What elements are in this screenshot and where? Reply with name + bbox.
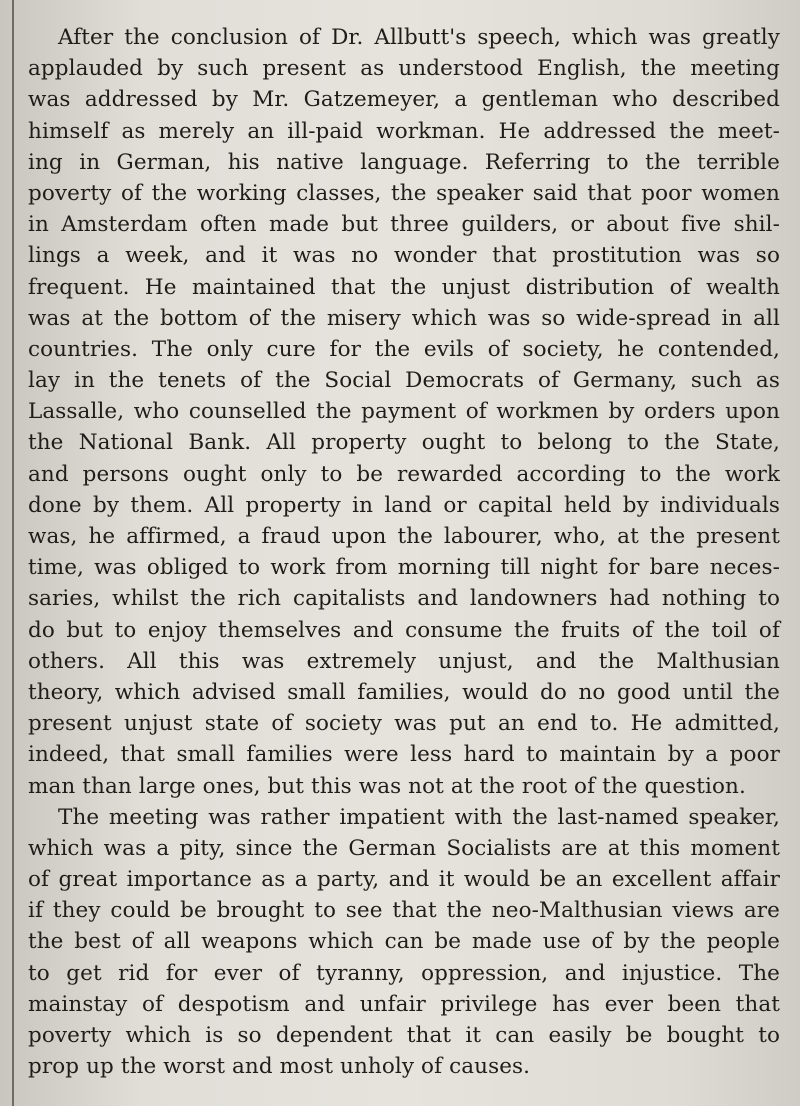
text-line: The meeting was rather impatient with the last-named speaker, [58,804,780,830]
text-line: mainstay of despotism and unfair privilege has ever been that [28,991,780,1017]
text-line: was at the bottom of the misery which was so wide-spread in all [28,305,780,331]
text-line: frequent. He maintained that the unjust distribution of wealth [28,274,780,300]
text-line: indeed, that small families were less hard to maintain by a poor [28,742,780,768]
text-line: time, was obliged to work from morning till night for bare neces- [28,555,780,581]
text-line: theory, which advised small families, would do no good until the [28,679,780,705]
text-line: present unjust state of society was put an end to. He admitted, [28,711,780,737]
text-line: applauded by such present as understood English, the meeting [28,56,780,82]
article-column [28,22,780,1082]
text-line: done by them. All property in land or capital held by individuals [28,492,780,518]
text-line: prop up the worst and most unholy of causes. [28,1054,531,1080]
text-line: if they could be brought to see that the neo-Malthusian views are [28,898,780,924]
text-line: the National Bank. All property ought to belong to the State, [28,430,780,456]
text-line: Lassalle, who counselled the payment of workmen by orders upon [28,399,780,425]
text-line: in Amsterdam often made but three guilders, or about five shil- [28,212,780,238]
text-line: countries. The only cure for the evils of society, he contended, [28,336,780,362]
text-line: lay in the tenets of the Social Democrats of Germany, such as [28,368,780,394]
text-line: which was a pity, since the German Socialists are at this moment [28,835,780,861]
text-line: poverty of the working classes, the speaker said that poor women [28,180,780,206]
paragraph-1 [28,22,780,802]
text-line: poverty which is so dependent that it can easily be bought to [28,1023,780,1048]
text-line: of great importance as a party, and it would be an excellent affair [28,867,780,893]
text-line: to get rid for ever of tyranny, oppression, and injustice. The [28,960,780,986]
text-line: others. All this was extremely unjust, and the Malthusian [28,648,780,674]
text-line: himself as merely an ill-paid workman. He addressed the meet- [28,118,780,144]
text-line: do but to enjoy themselves and consume the fruits of the toil of [28,617,780,643]
text-line: lings a week, and it was no wonder that prostitution was so [28,243,780,269]
paragraph-2 [28,802,780,1083]
text-line: ing in German, his native language. Referring to the terrible [28,149,780,175]
text-line: saries, whilst the rich capitalists and landowners had nothing to [28,586,780,612]
column-rule [12,0,14,1106]
text-line: the best of all weapons which can be made use of by the people [28,929,780,955]
text-line: and persons ought only to be rewarded according to the work [28,461,780,487]
text-line: man than large ones, but this was not at the root of the question. [28,773,746,799]
text-line: After the conclusion of Dr. Allbutt's speech, which was greatly [58,25,780,50]
text-line: was, he affirmed, a fraud upon the labourer, who, at the present [28,524,780,549]
text-line: was addressed by Mr. Gatzemeyer, a gentleman who described [28,87,780,113]
